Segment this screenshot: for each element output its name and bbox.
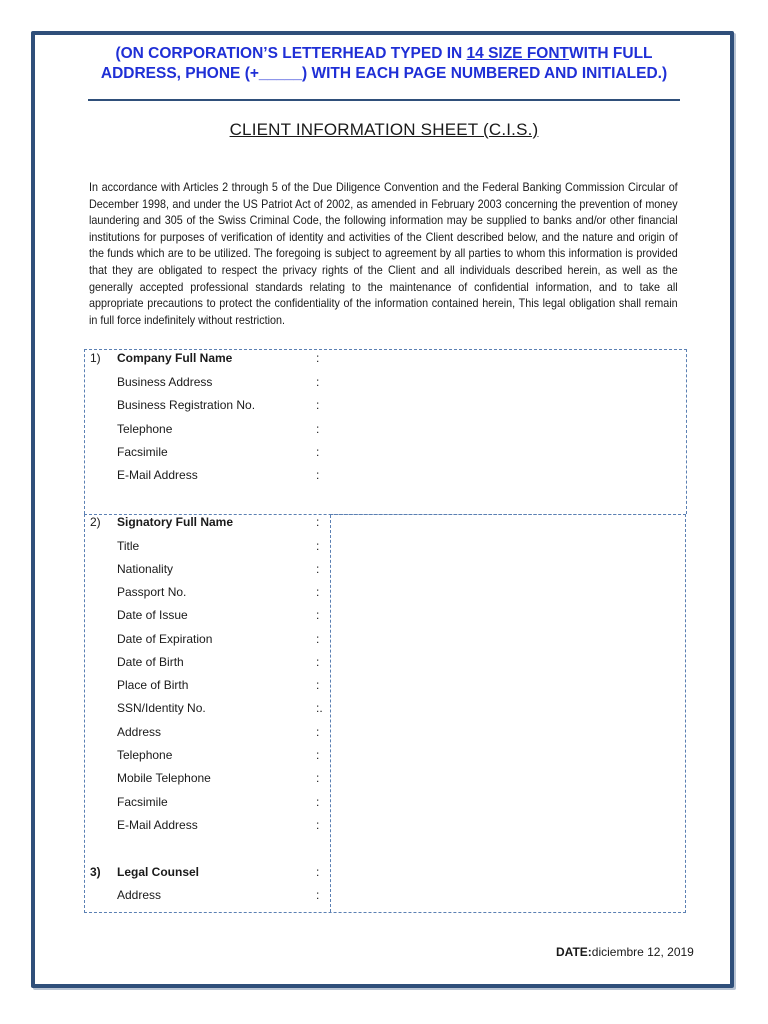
field-row-passport-no [0, 585, 768, 605]
field-label: Legal Counsel [117, 865, 200, 879]
field-row-email [0, 468, 768, 488]
field-label: Passport No. [117, 585, 187, 599]
field-label: Date of Birth [117, 655, 184, 669]
field-row-email [0, 818, 768, 838]
field-label: Date of Expiration [117, 632, 213, 646]
field-colon: : [316, 515, 320, 529]
field-label: Facsimile [117, 795, 168, 809]
field-colon: : [316, 375, 320, 389]
field-row-place-of-birth [0, 678, 768, 698]
field-row-facsimile [0, 795, 768, 815]
field-colon: : [316, 539, 320, 553]
field-row-ssn-identity [0, 701, 768, 721]
letterhead-font-size: 14 SIZE FONT [466, 45, 570, 62]
section-number: 2) [90, 515, 101, 529]
field-colon: : [316, 608, 320, 622]
field-row-address [0, 725, 768, 745]
field-label: E-Mail Address [117, 468, 198, 482]
field-row-business-address [0, 375, 768, 395]
field-label: Date of Issue [117, 608, 188, 622]
field-label: Signatory Full Name [117, 515, 234, 529]
field-colon: : [316, 818, 320, 832]
field-colon: : [316, 888, 320, 902]
intro-paragraph: In accordance with Articles 2 through 5 of the Due Diligence Convention and the Federal Banking Commission Circular of December 1998, and under the US Patriot Act of 2002, as amended in February 2003 concerning the prevention of money laundering and 305 of the Swiss Criminal Code, the following information may be supplied to banks and/or other financial institutions for purposes of verification of identity and activities of the Client described below, and the nature and origin of the funds which are to be utilized. The foregoing is subject to agreement by all parties to whom this information is provided that they are obligated to respect the privacy rights of the Client and all individuals described herein, as well as the generally accepted professional standards relating to the maintenance of confidential information, and to take all appropriate precautions to protect the confidentiality of the information contained herein, This legal obligation shall remain in full force indefinitely without restriction. [89, 181, 678, 327]
field-label: Business Address [117, 375, 213, 389]
field-row-date-of-expiration [0, 632, 768, 652]
field-colon: : [316, 585, 320, 599]
letterhead-line-1 [60, 44, 708, 64]
field-row-counsel-address [0, 888, 768, 908]
field-label: Business Registration No. [117, 398, 256, 412]
section-number: 1) [90, 351, 101, 365]
field-label: Place of Birth [117, 678, 189, 692]
field-label: Company Full Name [117, 351, 233, 365]
field-colon: : [316, 632, 320, 646]
letterhead-text-end: WITH FULL [569, 45, 653, 62]
field-row-nationality [0, 562, 768, 582]
field-label: SSN/Identity No. [117, 701, 206, 715]
field-colon: : [316, 795, 320, 809]
section-number: 3) [90, 865, 101, 879]
field-colon: : [316, 725, 320, 739]
field-row-telephone [0, 422, 768, 442]
field-row-date-of-birth [0, 655, 768, 675]
field-colon: : [316, 422, 320, 436]
field-row-date-of-issue [0, 608, 768, 628]
letterhead-instruction [60, 44, 708, 84]
date-value: diciembre 12, 2019 [591, 945, 694, 959]
letterhead-line-2: ADDRESS, PHONE (+_____) WITH EACH PAGE NUMBERED AND INITIALED.) [100, 65, 668, 82]
field-label: Title [117, 539, 140, 553]
document-date [556, 945, 694, 959]
field-label: Mobile Telephone [117, 771, 211, 785]
field-label: E-Mail Address [117, 818, 198, 832]
field-label: Facsimile [117, 445, 168, 459]
field-row-signatory-full-name [0, 515, 768, 535]
field-row-title [0, 539, 768, 559]
field-row-facsimile [0, 445, 768, 465]
field-colon: : [316, 865, 320, 879]
field-colon: : [316, 748, 320, 762]
field-row-legal-counsel [0, 865, 768, 885]
field-colon: : [316, 562, 320, 576]
field-row-mobile-telephone [0, 771, 768, 791]
date-label: DATE: [556, 945, 592, 959]
field-label: Nationality [117, 562, 174, 576]
field-colon: : [316, 468, 320, 482]
field-colon: : [316, 655, 320, 669]
field-label: Address [117, 725, 162, 739]
field-colon: : [316, 351, 320, 365]
field-colon: : [316, 678, 320, 692]
field-label: Telephone [117, 422, 173, 436]
letterhead-text: (ON CORPORATION’S LETTERHEAD TYPED IN [115, 45, 467, 62]
field-colon: :. [316, 701, 323, 715]
field-row-telephone [0, 748, 768, 768]
header-divider [88, 99, 680, 101]
field-label: Telephone [117, 748, 173, 762]
document-title: CLIENT INFORMATION SHEET (C.I.S.) [229, 120, 539, 139]
field-row-company-full-name [0, 351, 768, 371]
field-row-business-registration [0, 398, 768, 418]
field-colon: : [316, 771, 320, 785]
field-colon: : [316, 398, 320, 412]
field-colon: : [316, 445, 320, 459]
field-label: Address [117, 888, 162, 902]
